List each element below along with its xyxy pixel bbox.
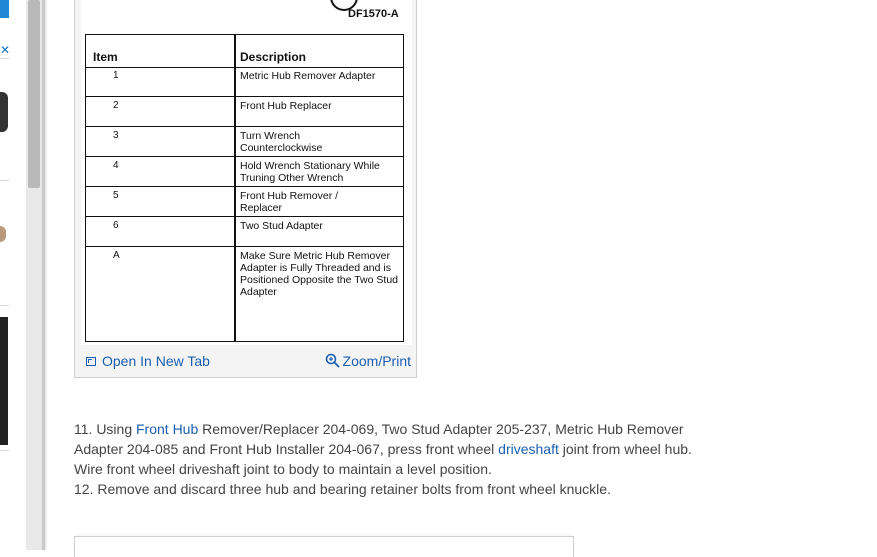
- procedure-text: [74, 419, 714, 499]
- divider: [0, 305, 9, 306]
- table-header: [86, 35, 403, 68]
- row-description: Turn Wrench Counterclockwise: [240, 130, 323, 154]
- header-description: Description: [240, 50, 307, 64]
- table-row: [86, 247, 403, 341]
- zoom-icon: [325, 353, 341, 369]
- step-11: [74, 419, 714, 479]
- table-row: [86, 157, 403, 187]
- divider: [0, 450, 9, 451]
- header-item: Item: [93, 50, 118, 64]
- row-item: A: [113, 250, 120, 261]
- figure-id-label: DF1570-A: [348, 8, 399, 20]
- divider: [0, 180, 9, 181]
- row-description: Hold Wrench Stationary While Truning Other Wrench: [240, 160, 380, 184]
- driveshaft-link[interactable]: driveshaft: [498, 441, 559, 457]
- table-row: [86, 127, 403, 157]
- zoom-print-link[interactable]: [325, 353, 411, 369]
- content-panel-edge: [42, 0, 45, 550]
- ad-thumbnail[interactable]: [0, 226, 6, 242]
- row-description: Make Sure Metric Hub Remover Adapter is Fully Threaded and is Positioned Opposite the Two Stud Adapter: [240, 250, 398, 298]
- figure-image: [81, 0, 412, 345]
- row-item: 5: [113, 190, 119, 201]
- table-row: [86, 67, 403, 97]
- table-row: [86, 217, 403, 247]
- open-new-tab-icon: [86, 357, 96, 366]
- open-new-tab-label[interactable]: Open In New Tab: [102, 353, 210, 369]
- scrollbar-thumb[interactable]: [28, 0, 40, 188]
- row-item: 2: [113, 100, 119, 111]
- row-item: 3: [113, 130, 119, 141]
- divider: [0, 58, 9, 59]
- step-11-middle: Remover/Replacer 204-069, Two Stud Adapter 205-237, Metric Hub Remover Adapter 204-085 and Front Hub Installer 204-067, press front wheel: [74, 421, 684, 457]
- row-description: Front Hub Remover / Replacer: [240, 190, 339, 214]
- step-12: 12. Remove and discard three hub and bearing retainer bolts from front wheel knuckle.: [74, 481, 611, 497]
- step-11-suffix: joint from wheel hub. Wire front wheel driveshaft joint to body to maintain a level position.: [74, 441, 692, 477]
- figure-actions: [75, 353, 416, 373]
- ad-thumbnail[interactable]: [0, 92, 8, 132]
- table-row: [86, 97, 403, 127]
- legend-table: [85, 34, 404, 342]
- row-item: 4: [113, 160, 119, 171]
- row-item: 1: [113, 70, 119, 81]
- open-new-tab-link[interactable]: [86, 353, 210, 369]
- zoom-print-label[interactable]: Zoom/Print: [342, 353, 411, 369]
- front-hub-link[interactable]: Front Hub: [136, 421, 199, 437]
- ad-thumbnail[interactable]: [0, 317, 8, 445]
- row-description: Two Stud Adapter: [240, 220, 323, 232]
- ad-banner-edge[interactable]: [0, 0, 9, 18]
- figure-card: [74, 0, 417, 378]
- row-description: Front Hub Replacer: [240, 100, 332, 112]
- row-description: Metric Hub Remover Adapter: [240, 70, 376, 82]
- left-ad-strip: [0, 0, 9, 550]
- row-item: 6: [113, 220, 119, 231]
- close-icon[interactable]: ✕: [0, 43, 11, 57]
- table-row: [86, 187, 403, 217]
- next-figure-card: [74, 536, 574, 557]
- step-11-prefix: 11. Using: [74, 421, 136, 437]
